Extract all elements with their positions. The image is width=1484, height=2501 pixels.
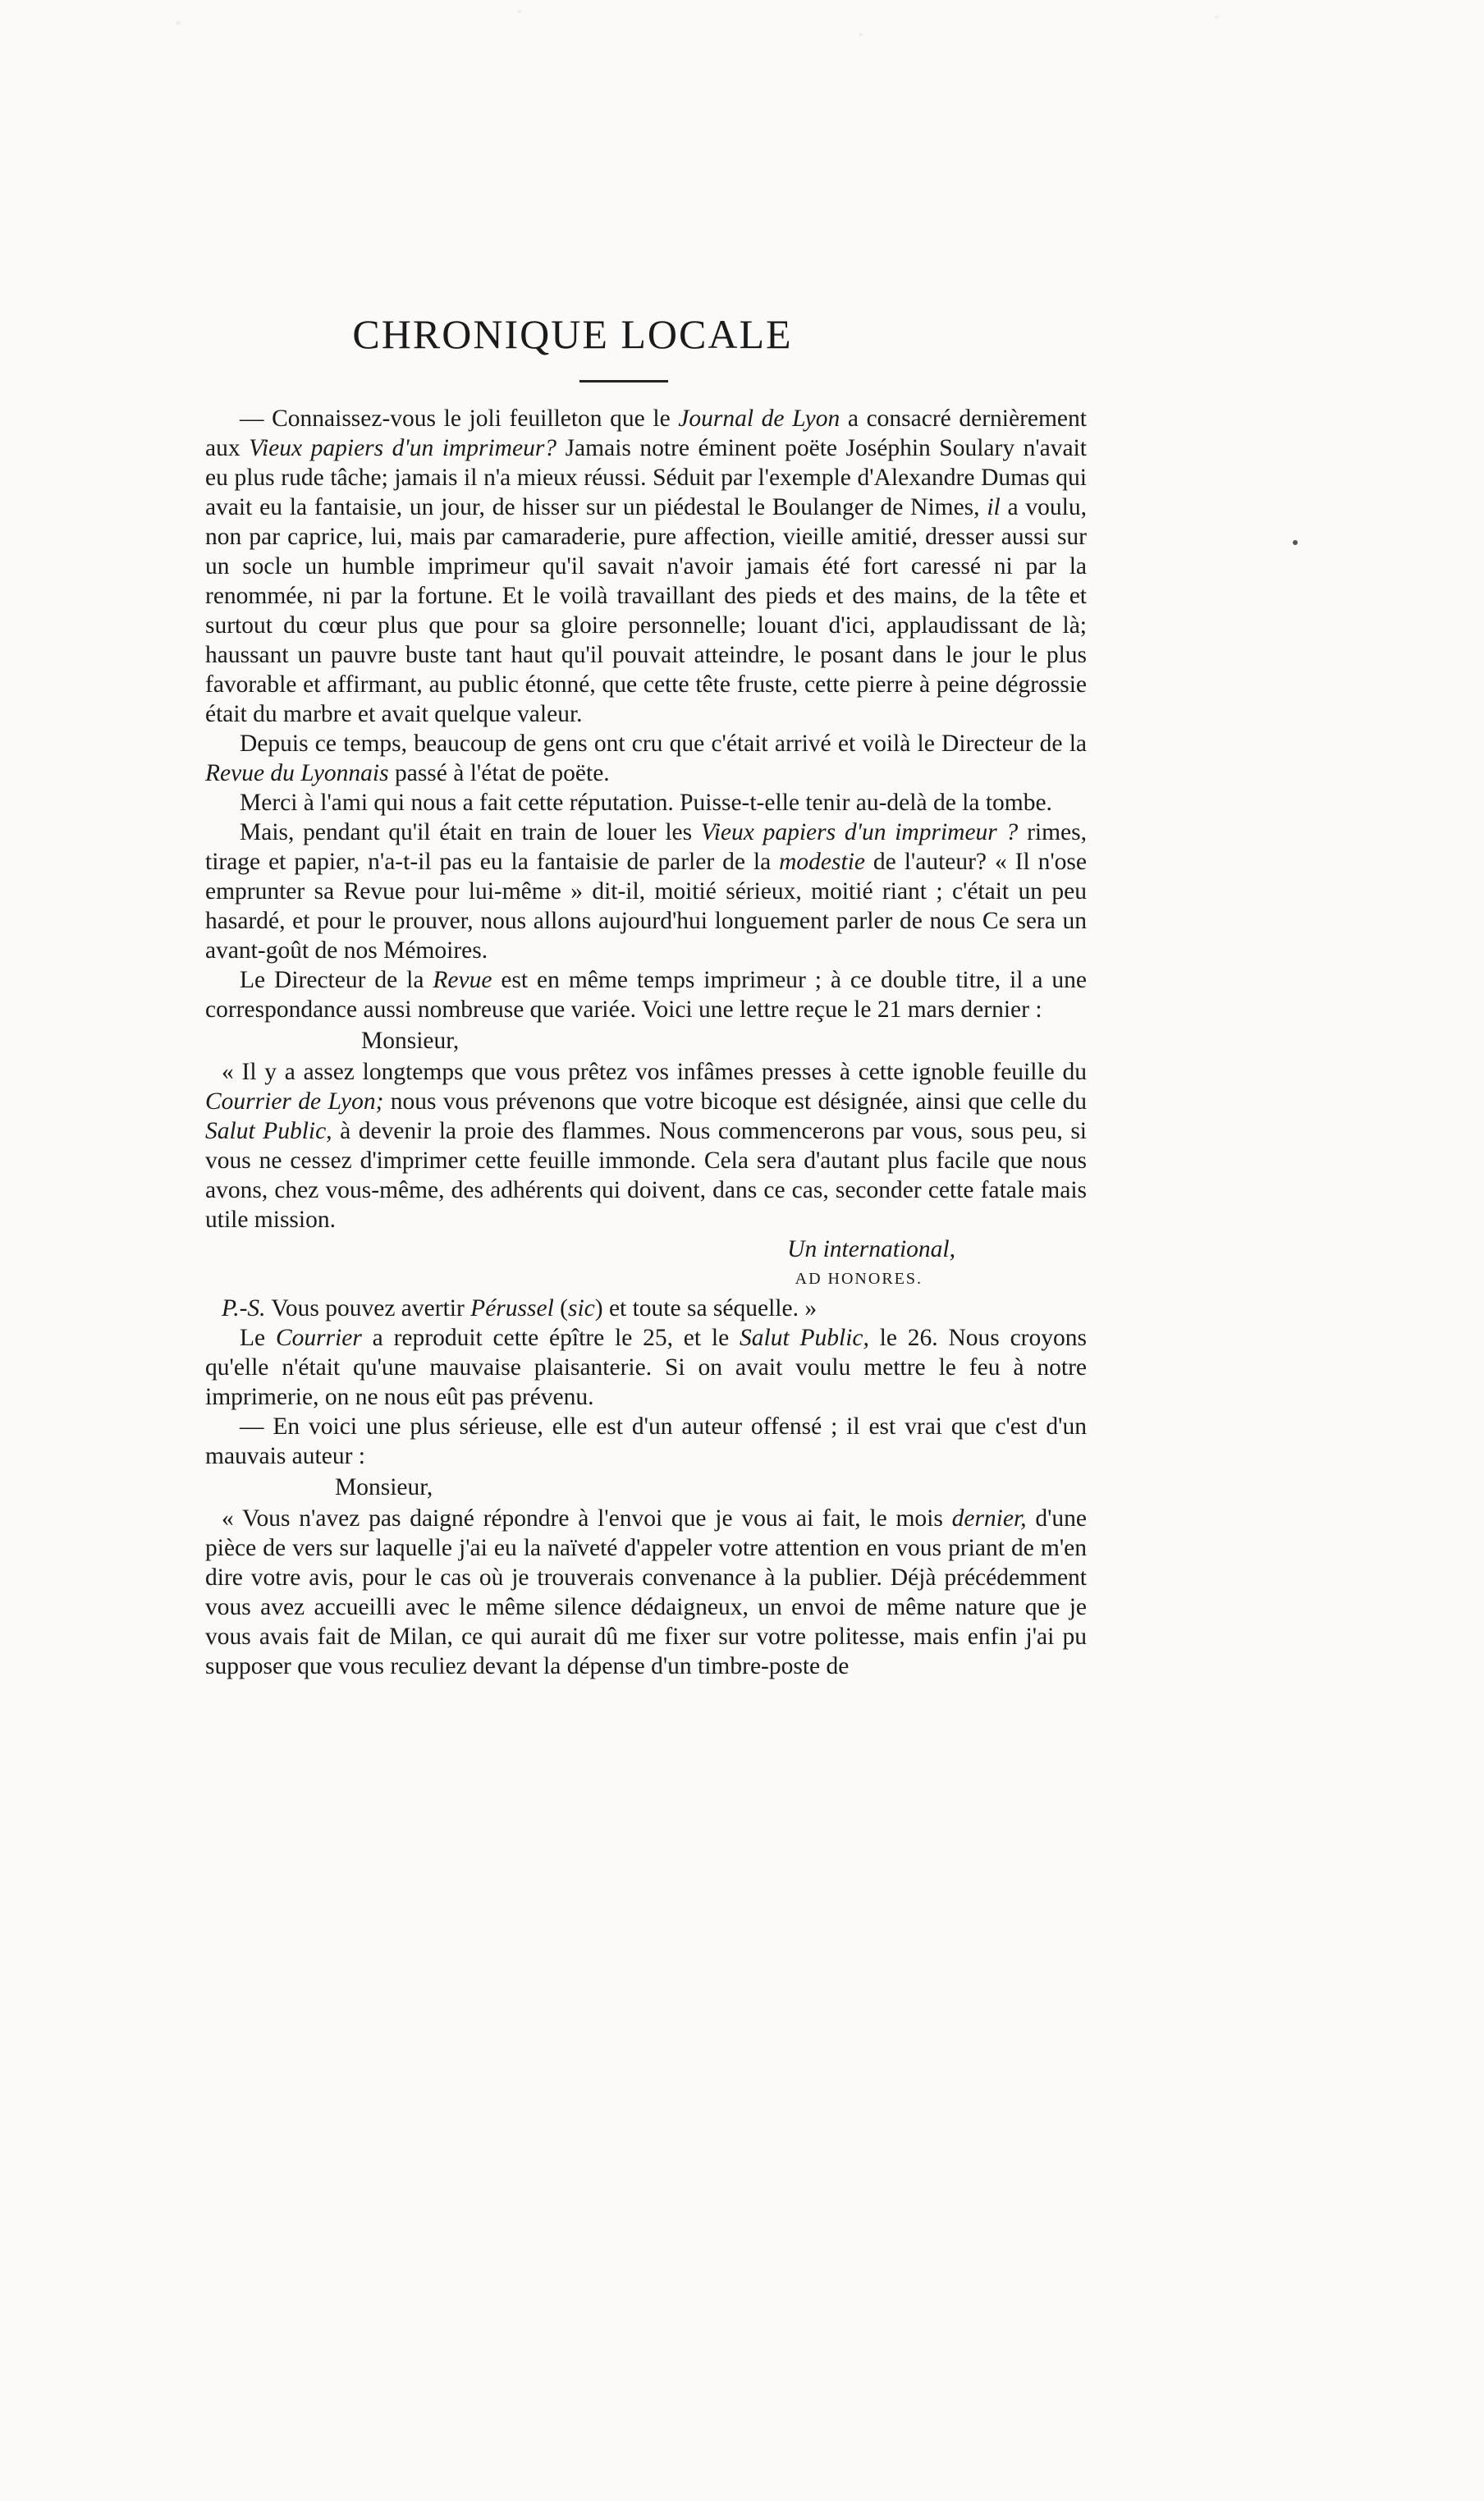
p4-text-b: rimes, tirage et papier, n'a-t-il pas eu la fantaisie de parler de la xyxy=(205,819,1088,875)
p1-text-b: a consacré dernièrement aux xyxy=(205,405,1087,461)
p2-text-b: passé à l'état de poëte. xyxy=(388,760,610,786)
p6-courrier: Courrier xyxy=(275,1325,362,1351)
paragraph-2 xyxy=(205,729,1087,788)
paragraph-1 xyxy=(205,404,1087,729)
letter1-courrier: Courrier de Lyon; xyxy=(205,1088,384,1115)
p2-text-a: Depuis ce temps, beaucoup de gens ont cru que c'était arrivé et voilà le Directeur de la xyxy=(240,731,1087,757)
letter-2-salutation: Monsieur, xyxy=(335,1474,433,1500)
page-top-speckle xyxy=(0,0,1484,115)
letter1-text-b: nous vous prévenons que votre bicoque est désignée, ainsi que celle du xyxy=(383,1088,1087,1115)
p4-book-title: Vieux papiers d'un imprimeur ? xyxy=(700,819,1019,845)
p1-text-a: — Connaissez-vous le joli feuilleton que le xyxy=(240,405,679,432)
letter1-text-a: « Il y a assez longtemps que vous prêtez vos infâmes presses à cette ignoble feuille du xyxy=(222,1059,1087,1085)
letter1-text-c: à devenir la proie des flammes. Nous commencerons par vous, sous peu, si vous ne cessez d'imprimer cette feuille immonde. Cela sera d'autant plus facile que nous avons, chez vous-même, des adhérents qui doivent, dans ce cas, seconder cette fatale mais utile mission. xyxy=(205,1118,1087,1233)
p1-text-d: a voulu, non par caprice, lui, mais par camaraderie, pure affection, vieille amitié, dresser aussi sur un socle un humble imprimeur qu'il savait n'avoir jamais été fort caressé ni par la renommée, ni par la fortune. Et le voilà travaillant des pieds et des mains, de la tête et surtout du cœur plus que pour sa gloire personnelle; louant d'ici, applaudissant de là; haussant un pauvre buste tant haut qu'il pouvait atteindre, le posant dans le jour le plus favorable et affirmant, au public étonné, que cette tête fruste, cette pierre à peine dégrossie était du marbre et avait quelque valeur. xyxy=(205,494,1087,727)
article-body xyxy=(205,404,1087,1681)
p5-text-b: est en même temps imprimeur ; à ce double titre, il a une correspondance aussi nombreuse que variée. Voici une lettre reçue le 21 mars dernier : xyxy=(205,967,1087,1023)
p1-text-c: Jamais notre éminent poëte Joséphin Soulary n'avait eu plus rude tâche; jamais il n'a mieux réussi. Séduit par l'exemple d'Alexandre Dumas qui avait eu la fantaisie, un jour, de hisser sur un piédestal le Boulanger de Nimes, xyxy=(205,435,1087,520)
p1-il: il xyxy=(987,494,1001,520)
letter-1-salutation: Monsieur, xyxy=(361,1028,460,1054)
page-title: CHRONIQUE LOCALE xyxy=(352,311,793,357)
letter-2-body xyxy=(205,1504,1087,1681)
paragraph-6 xyxy=(205,1323,1087,1412)
title-underline-rule xyxy=(579,380,668,382)
p1-journal-title: Journal de Lyon xyxy=(678,405,840,432)
p6-text-c: le 26. Nous croyons qu'elle n'était qu'une mauvaise plaisanterie. Si on avait voulu mettre le feu à notre imprimerie, on ne nous eût pas prévenu. xyxy=(205,1325,1087,1410)
ps-sic: sic xyxy=(567,1295,595,1321)
p1-book-title: Vieux papiers d'un imprimeur? xyxy=(249,435,557,461)
margin-ink-dot xyxy=(1293,540,1298,545)
ps-text-b: ( xyxy=(553,1295,568,1321)
paragraph-7: — En voici une plus sérieuse, elle est d'un auteur offensé ; il est vrai que c'est d'un mauvais auteur : xyxy=(205,1413,1087,1469)
paragraph-3: Merci à l'ami qui nous a fait cette réputation. Puisse-t-elle tenir au-delà de la tombe. xyxy=(240,790,1052,816)
p6-salut-public: Salut Public, xyxy=(740,1325,869,1351)
letter2-text-b: d'une pièce de vers sur laquelle j'ai eu la naïveté d'appeler votre attention en vous priant de m'en dire votre avis, pour le cas où je trouverais convenance à la publier. Déjà précédemment vous avez accueilli avec le même silence dédaigneux, un envoi de même nature que je vous avais fait de Milan, ce qui aurait dû me fixer sur votre politesse, mais enfin j'ai pu supposer que vous reculiez devant la dépense d'un timbre-poste de xyxy=(205,1505,1087,1679)
letter-1-body xyxy=(205,1057,1087,1234)
ps-perussel: Pérussel xyxy=(470,1295,554,1321)
ps-text-c: ) et toute sa séquelle. » xyxy=(594,1295,818,1321)
paragraph-4 xyxy=(205,818,1087,965)
p6-text-a: Le xyxy=(240,1325,276,1351)
letter-1-signature: Un international, xyxy=(787,1236,955,1262)
p4-text-c: de l'auteur? « Il n'ose emprunter sa Revue pour lui-même » dit-il, moitié sérieux, moitié riant ; c'était un peu hasardé, et pour le prouver, nous allons aujourd'hui longuement parler de nous Ce sera un avant-goût de nos Mémoires. xyxy=(205,849,1087,964)
p6-text-b: a reproduit cette épître le 25, et le xyxy=(361,1325,740,1351)
letter1-salut-public: Salut Public, xyxy=(205,1118,332,1144)
p4-modestie: modestie xyxy=(779,849,865,875)
letter-1-signature-sub: AD HONORES. xyxy=(795,1270,923,1288)
ps-text-a: Vous pouvez avertir xyxy=(265,1295,471,1321)
letter-1-postscript xyxy=(205,1294,1087,1323)
p5-text-a: Le Directeur de la xyxy=(240,967,433,993)
letter2-text-a: « Vous n'avez pas daigné répondre à l'envoi que je vous ai fait, le mois xyxy=(222,1505,952,1532)
p2-revue-title: Revue du Lyonnais xyxy=(205,760,389,786)
letter2-dernier: dernier, xyxy=(951,1505,1027,1532)
ps-label: P.-S. xyxy=(222,1295,266,1321)
paragraph-5 xyxy=(205,965,1087,1024)
p5-revue-title: Revue xyxy=(433,967,492,993)
p4-text-a: Mais, pendant qu'il était en train de louer les xyxy=(240,819,701,845)
